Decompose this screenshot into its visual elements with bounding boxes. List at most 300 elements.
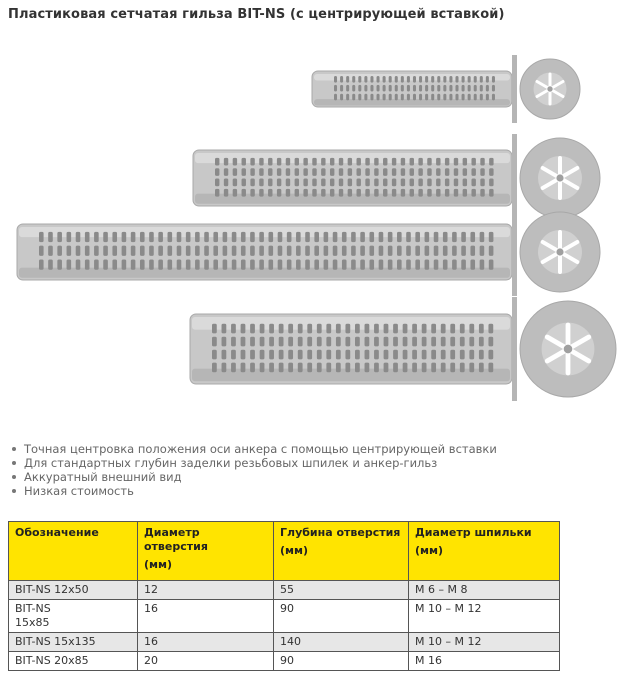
mesh-hole bbox=[260, 337, 265, 347]
mesh-hole bbox=[388, 259, 393, 269]
mesh-hole bbox=[317, 363, 322, 373]
mesh-hole bbox=[314, 246, 319, 256]
mesh-hole bbox=[388, 246, 393, 256]
mesh-hole bbox=[140, 246, 145, 256]
cell-hole-depth: 90 bbox=[274, 600, 409, 633]
mesh-hole bbox=[67, 232, 72, 242]
feature-item: Точная центровка положения оси анкера с помощью центрирующей вставки bbox=[8, 442, 497, 456]
mesh-hole bbox=[379, 232, 384, 242]
mesh-hole bbox=[443, 94, 446, 101]
mesh-hole bbox=[431, 350, 436, 360]
mesh-hole bbox=[370, 85, 373, 92]
mesh-hole bbox=[377, 94, 380, 101]
mesh-hole bbox=[149, 246, 154, 256]
mesh-hole bbox=[443, 85, 446, 92]
mesh-hole bbox=[241, 259, 246, 269]
feature-item: Аккуратный внешний вид bbox=[8, 470, 497, 484]
mesh-hole bbox=[486, 76, 489, 83]
mesh-hole bbox=[401, 85, 404, 92]
mesh-hole bbox=[298, 350, 303, 360]
mesh-hole bbox=[277, 168, 281, 176]
mesh-hole bbox=[277, 179, 281, 187]
mesh-hole bbox=[241, 324, 246, 334]
mesh-hole bbox=[365, 324, 370, 334]
mesh-hole bbox=[434, 232, 439, 242]
mesh-hole bbox=[461, 232, 466, 242]
mesh-hole bbox=[333, 259, 338, 269]
mesh-hole bbox=[427, 189, 431, 197]
mesh-hole bbox=[452, 259, 457, 269]
mesh-hole bbox=[334, 85, 337, 92]
mesh-hole bbox=[415, 259, 420, 269]
mesh-hole bbox=[489, 158, 493, 166]
mesh-hole bbox=[233, 179, 237, 187]
mesh-hole bbox=[412, 363, 417, 373]
mesh-hole bbox=[388, 232, 393, 242]
mesh-hole bbox=[365, 189, 369, 197]
header-hole-depth: Глубина отверстия (мм) bbox=[274, 522, 409, 581]
mesh-hole bbox=[122, 259, 127, 269]
mesh-hole bbox=[76, 259, 81, 269]
mesh-hole bbox=[305, 259, 310, 269]
mesh-hole bbox=[365, 158, 369, 166]
mesh-hole bbox=[259, 168, 263, 176]
mesh-hole bbox=[326, 363, 331, 373]
cell-designation: BIT-NS 15x135 bbox=[9, 633, 138, 652]
mesh-hole bbox=[250, 158, 254, 166]
mesh-hole bbox=[186, 232, 191, 242]
mesh-hole bbox=[312, 158, 316, 166]
mesh-hole bbox=[307, 363, 312, 373]
mesh-hole bbox=[85, 232, 90, 242]
mesh-hole bbox=[303, 179, 307, 187]
mesh-hole bbox=[158, 259, 163, 269]
mesh-hole bbox=[213, 246, 218, 256]
mesh-hole bbox=[326, 324, 331, 334]
mesh-hole bbox=[345, 324, 350, 334]
mesh-hole bbox=[454, 158, 458, 166]
mesh-hole bbox=[295, 158, 299, 166]
mesh-hole bbox=[212, 363, 217, 373]
mesh-hole bbox=[489, 168, 493, 176]
mesh-hole bbox=[326, 337, 331, 347]
mesh-hole bbox=[250, 259, 255, 269]
mesh-hole bbox=[57, 232, 62, 242]
mesh-hole bbox=[348, 179, 352, 187]
mesh-hole bbox=[370, 94, 373, 101]
mesh-hole bbox=[419, 94, 422, 101]
mesh-hole bbox=[425, 85, 428, 92]
mesh-hole bbox=[427, 158, 431, 166]
mesh-hole bbox=[383, 189, 387, 197]
mesh-hole bbox=[379, 259, 384, 269]
mesh-hole bbox=[39, 259, 44, 269]
mesh-hole bbox=[351, 246, 356, 256]
mesh-hole bbox=[431, 363, 436, 373]
mesh-hole bbox=[342, 232, 347, 242]
mesh-hole bbox=[321, 168, 325, 176]
mesh-hole bbox=[436, 158, 440, 166]
mesh-hole bbox=[461, 259, 466, 269]
mesh-hole bbox=[410, 179, 414, 187]
mesh-hole bbox=[445, 189, 449, 197]
mesh-hole bbox=[474, 76, 477, 83]
mesh-hole bbox=[212, 324, 217, 334]
mesh-hole bbox=[67, 259, 72, 269]
mesh-hole bbox=[374, 363, 379, 373]
mesh-hole bbox=[339, 168, 343, 176]
mesh-hole bbox=[250, 324, 255, 334]
mesh-hole bbox=[279, 324, 284, 334]
mesh-hole bbox=[39, 232, 44, 242]
mesh-hole bbox=[348, 168, 352, 176]
mesh-hole bbox=[462, 76, 465, 83]
mesh-hole bbox=[443, 259, 448, 269]
mesh-hole bbox=[395, 76, 398, 83]
mesh-hole bbox=[296, 232, 301, 242]
mesh-hole bbox=[489, 259, 494, 269]
mesh-hole bbox=[455, 94, 458, 101]
mesh-hole bbox=[403, 350, 408, 360]
cell-stud-diameter: M 6 – M 8 bbox=[409, 581, 560, 600]
mesh-hole bbox=[407, 76, 410, 83]
mesh-hole bbox=[474, 94, 477, 101]
mesh-hole bbox=[269, 337, 274, 347]
mesh-hole bbox=[492, 94, 495, 101]
mesh-hole bbox=[168, 259, 173, 269]
mesh-hole bbox=[425, 232, 430, 242]
mesh-hole bbox=[195, 232, 200, 242]
mesh-hole bbox=[336, 363, 341, 373]
mesh-hole bbox=[384, 363, 389, 373]
mesh-hole bbox=[486, 85, 489, 92]
mesh-hole bbox=[437, 85, 440, 92]
mesh-hole bbox=[352, 94, 355, 101]
mesh-hole bbox=[474, 85, 477, 92]
mesh-hole bbox=[85, 259, 90, 269]
mesh-hole bbox=[269, 259, 274, 269]
mesh-hole bbox=[241, 363, 246, 373]
mesh-hole bbox=[268, 179, 272, 187]
mesh-hole bbox=[259, 259, 264, 269]
mesh-hole bbox=[336, 337, 341, 347]
mesh-hole bbox=[177, 232, 182, 242]
table-row bbox=[9, 581, 560, 600]
mesh-hole bbox=[288, 324, 293, 334]
mesh-hole bbox=[103, 232, 108, 242]
product-figure bbox=[0, 52, 628, 412]
mesh-hole bbox=[231, 350, 236, 360]
mesh-hole bbox=[241, 246, 246, 256]
table-row bbox=[9, 652, 560, 671]
header-designation: Обозначение bbox=[9, 522, 138, 581]
mesh-hole bbox=[259, 232, 264, 242]
mesh-hole bbox=[57, 259, 62, 269]
mesh-hole bbox=[419, 76, 422, 83]
mesh-hole bbox=[374, 337, 379, 347]
mesh-hole bbox=[425, 259, 430, 269]
cell-designation: BIT-NS 12x50 bbox=[9, 581, 138, 600]
cell-hole-diameter: 12 bbox=[138, 581, 274, 600]
page-title: Пластиковая сетчатая гильза BIT-NS (с центрирующей вставкой) bbox=[8, 7, 505, 22]
mesh-hole bbox=[449, 85, 452, 92]
mesh-hole bbox=[85, 246, 90, 256]
mesh-hole bbox=[479, 337, 484, 347]
mesh-hole bbox=[412, 337, 417, 347]
mesh-hole bbox=[452, 246, 457, 256]
mesh-hole bbox=[296, 246, 301, 256]
mesh-hole bbox=[277, 158, 281, 166]
mesh-hole bbox=[365, 363, 370, 373]
mesh-hole bbox=[454, 179, 458, 187]
mesh-hole bbox=[441, 350, 446, 360]
mesh-hole bbox=[330, 179, 334, 187]
mesh-hole bbox=[470, 246, 475, 256]
mesh-hole bbox=[317, 337, 322, 347]
mesh-hole bbox=[177, 246, 182, 256]
mesh-hole bbox=[407, 85, 410, 92]
mesh-hole bbox=[441, 363, 446, 373]
mesh-hole bbox=[443, 232, 448, 242]
mesh-hole bbox=[342, 246, 347, 256]
mesh-hole bbox=[112, 259, 117, 269]
mesh-hole bbox=[406, 232, 411, 242]
mesh-hole bbox=[215, 179, 219, 187]
mesh-hole bbox=[374, 168, 378, 176]
mesh-hole bbox=[259, 179, 263, 187]
mesh-hole bbox=[279, 363, 284, 373]
mesh-hole bbox=[455, 76, 458, 83]
mesh-hole bbox=[403, 324, 408, 334]
mesh-hole bbox=[307, 324, 312, 334]
mesh-hole bbox=[431, 85, 434, 92]
mesh-hole bbox=[431, 337, 436, 347]
mesh-hole bbox=[393, 324, 398, 334]
mesh-hole bbox=[278, 259, 283, 269]
mesh-hole bbox=[287, 246, 292, 256]
mesh-hole bbox=[422, 337, 427, 347]
mesh-hole bbox=[260, 350, 265, 360]
mesh-hole bbox=[384, 324, 389, 334]
mesh-hole bbox=[389, 76, 392, 83]
mesh-hole bbox=[278, 246, 283, 256]
sleeve-1 bbox=[312, 55, 580, 123]
mesh-hole bbox=[418, 168, 422, 176]
mesh-hole bbox=[312, 189, 316, 197]
cell-stud-diameter: M 10 – M 12 bbox=[409, 633, 560, 652]
mesh-hole bbox=[370, 76, 373, 83]
mesh-hole bbox=[450, 363, 455, 373]
mesh-hole bbox=[298, 363, 303, 373]
mesh-hole bbox=[333, 246, 338, 256]
mesh-hole bbox=[492, 85, 495, 92]
mesh-hole bbox=[94, 232, 99, 242]
mesh-hole bbox=[131, 246, 136, 256]
mesh-hole bbox=[260, 324, 265, 334]
mesh-hole bbox=[471, 189, 475, 197]
mesh-hole bbox=[303, 189, 307, 197]
mesh-hole bbox=[321, 189, 325, 197]
mesh-hole bbox=[268, 158, 272, 166]
mesh-hole bbox=[295, 189, 299, 197]
mesh-hole bbox=[231, 324, 236, 334]
mesh-hole bbox=[241, 232, 246, 242]
mesh-hole bbox=[401, 168, 405, 176]
mesh-hole bbox=[488, 363, 493, 373]
mesh-hole bbox=[312, 179, 316, 187]
mesh-hole bbox=[348, 158, 352, 166]
mesh-hole bbox=[377, 85, 380, 92]
mesh-hole bbox=[286, 189, 290, 197]
mesh-hole bbox=[479, 363, 484, 373]
mesh-hole bbox=[317, 324, 322, 334]
mesh-hole bbox=[224, 158, 228, 166]
mesh-hole bbox=[445, 168, 449, 176]
mesh-hole bbox=[422, 350, 427, 360]
mesh-hole bbox=[224, 189, 228, 197]
mesh-hole bbox=[480, 85, 483, 92]
mesh-hole bbox=[140, 259, 145, 269]
mesh-hole bbox=[149, 232, 154, 242]
mesh-hole bbox=[383, 85, 386, 92]
mesh-hole bbox=[358, 76, 361, 83]
mesh-hole bbox=[479, 324, 484, 334]
mesh-hole bbox=[449, 94, 452, 101]
mesh-hole bbox=[480, 259, 485, 269]
mesh-hole bbox=[384, 337, 389, 347]
mesh-hole bbox=[286, 158, 290, 166]
mesh-hole bbox=[427, 168, 431, 176]
mesh-hole bbox=[452, 232, 457, 242]
mesh-hole bbox=[305, 246, 310, 256]
mesh-hole bbox=[352, 85, 355, 92]
mesh-hole bbox=[395, 94, 398, 101]
mesh-hole bbox=[468, 85, 471, 92]
mesh-hole bbox=[460, 363, 465, 373]
mesh-hole bbox=[406, 246, 411, 256]
mesh-hole bbox=[445, 179, 449, 187]
cell-hole-diameter: 16 bbox=[138, 633, 274, 652]
mesh-hole bbox=[76, 232, 81, 242]
mesh-hole bbox=[204, 259, 209, 269]
mesh-hole bbox=[422, 324, 427, 334]
header-stud-diameter: Диаметр шпильки (мм) bbox=[409, 522, 560, 581]
mesh-hole bbox=[374, 179, 378, 187]
mesh-hole bbox=[463, 168, 467, 176]
mesh-hole bbox=[415, 246, 420, 256]
mesh-hole bbox=[103, 259, 108, 269]
mesh-hole bbox=[406, 259, 411, 269]
mesh-hole bbox=[305, 232, 310, 242]
mesh-hole bbox=[436, 179, 440, 187]
mesh-hole bbox=[374, 158, 378, 166]
mesh-hole bbox=[461, 246, 466, 256]
mesh-hole bbox=[389, 85, 392, 92]
mesh-hole bbox=[401, 158, 405, 166]
mesh-hole bbox=[287, 259, 292, 269]
mesh-hole bbox=[383, 168, 387, 176]
mesh-hole bbox=[492, 76, 495, 83]
mesh-hole bbox=[369, 232, 374, 242]
mesh-hole bbox=[412, 350, 417, 360]
mesh-hole bbox=[462, 85, 465, 92]
mesh-hole bbox=[486, 94, 489, 101]
cell-hole-diameter: 16 bbox=[138, 600, 274, 633]
mesh-hole bbox=[468, 94, 471, 101]
mesh-hole bbox=[469, 350, 474, 360]
feature-item: Для стандартных глубин заделки резьбовых шпилек и анкер-гильз bbox=[8, 456, 497, 470]
mesh-hole bbox=[222, 324, 227, 334]
mesh-hole bbox=[286, 168, 290, 176]
mesh-hole bbox=[369, 259, 374, 269]
mesh-hole bbox=[195, 246, 200, 256]
mesh-hole bbox=[450, 350, 455, 360]
cell-stud-diameter: M 16 bbox=[409, 652, 560, 671]
mesh-hole bbox=[471, 168, 475, 176]
mesh-hole bbox=[480, 246, 485, 256]
mesh-hole bbox=[177, 259, 182, 269]
mesh-hole bbox=[303, 158, 307, 166]
mesh-hole bbox=[425, 246, 430, 256]
mesh-hole bbox=[48, 259, 53, 269]
mesh-hole bbox=[480, 94, 483, 101]
mesh-hole bbox=[186, 246, 191, 256]
mesh-hole bbox=[410, 189, 414, 197]
mesh-hole bbox=[392, 179, 396, 187]
mesh-hole bbox=[330, 158, 334, 166]
mesh-hole bbox=[122, 232, 127, 242]
mesh-hole bbox=[374, 324, 379, 334]
mesh-hole bbox=[295, 179, 299, 187]
mesh-hole bbox=[436, 189, 440, 197]
mesh-hole bbox=[168, 232, 173, 242]
mesh-hole bbox=[233, 189, 237, 197]
mesh-hole bbox=[460, 337, 465, 347]
mesh-hole bbox=[212, 337, 217, 347]
mesh-hole bbox=[470, 232, 475, 242]
mesh-hole bbox=[223, 259, 228, 269]
mesh-hole bbox=[223, 246, 228, 256]
mesh-hole bbox=[415, 232, 420, 242]
mesh-hole bbox=[418, 179, 422, 187]
mesh-hole bbox=[365, 168, 369, 176]
mesh-hole bbox=[233, 168, 237, 176]
mesh-hole bbox=[463, 189, 467, 197]
mesh-hole bbox=[321, 158, 325, 166]
mesh-hole bbox=[339, 179, 343, 187]
mesh-hole bbox=[431, 94, 434, 101]
mesh-hole bbox=[224, 179, 228, 187]
mesh-hole bbox=[250, 179, 254, 187]
mesh-hole bbox=[324, 232, 329, 242]
mesh-hole bbox=[437, 94, 440, 101]
mesh-hole bbox=[488, 350, 493, 360]
mesh-hole bbox=[269, 363, 274, 373]
cell-hole-diameter: 20 bbox=[138, 652, 274, 671]
mesh-hole bbox=[346, 85, 349, 92]
mesh-hole bbox=[479, 350, 484, 360]
mesh-hole bbox=[480, 232, 485, 242]
cell-designation: BIT-NS 20x85 bbox=[9, 652, 138, 671]
mesh-hole bbox=[277, 189, 281, 197]
mesh-hole bbox=[330, 189, 334, 197]
mesh-hole bbox=[489, 246, 494, 256]
mesh-hole bbox=[351, 259, 356, 269]
mesh-hole bbox=[158, 232, 163, 242]
mesh-hole bbox=[149, 259, 154, 269]
mesh-hole bbox=[94, 246, 99, 256]
mesh-hole bbox=[112, 246, 117, 256]
